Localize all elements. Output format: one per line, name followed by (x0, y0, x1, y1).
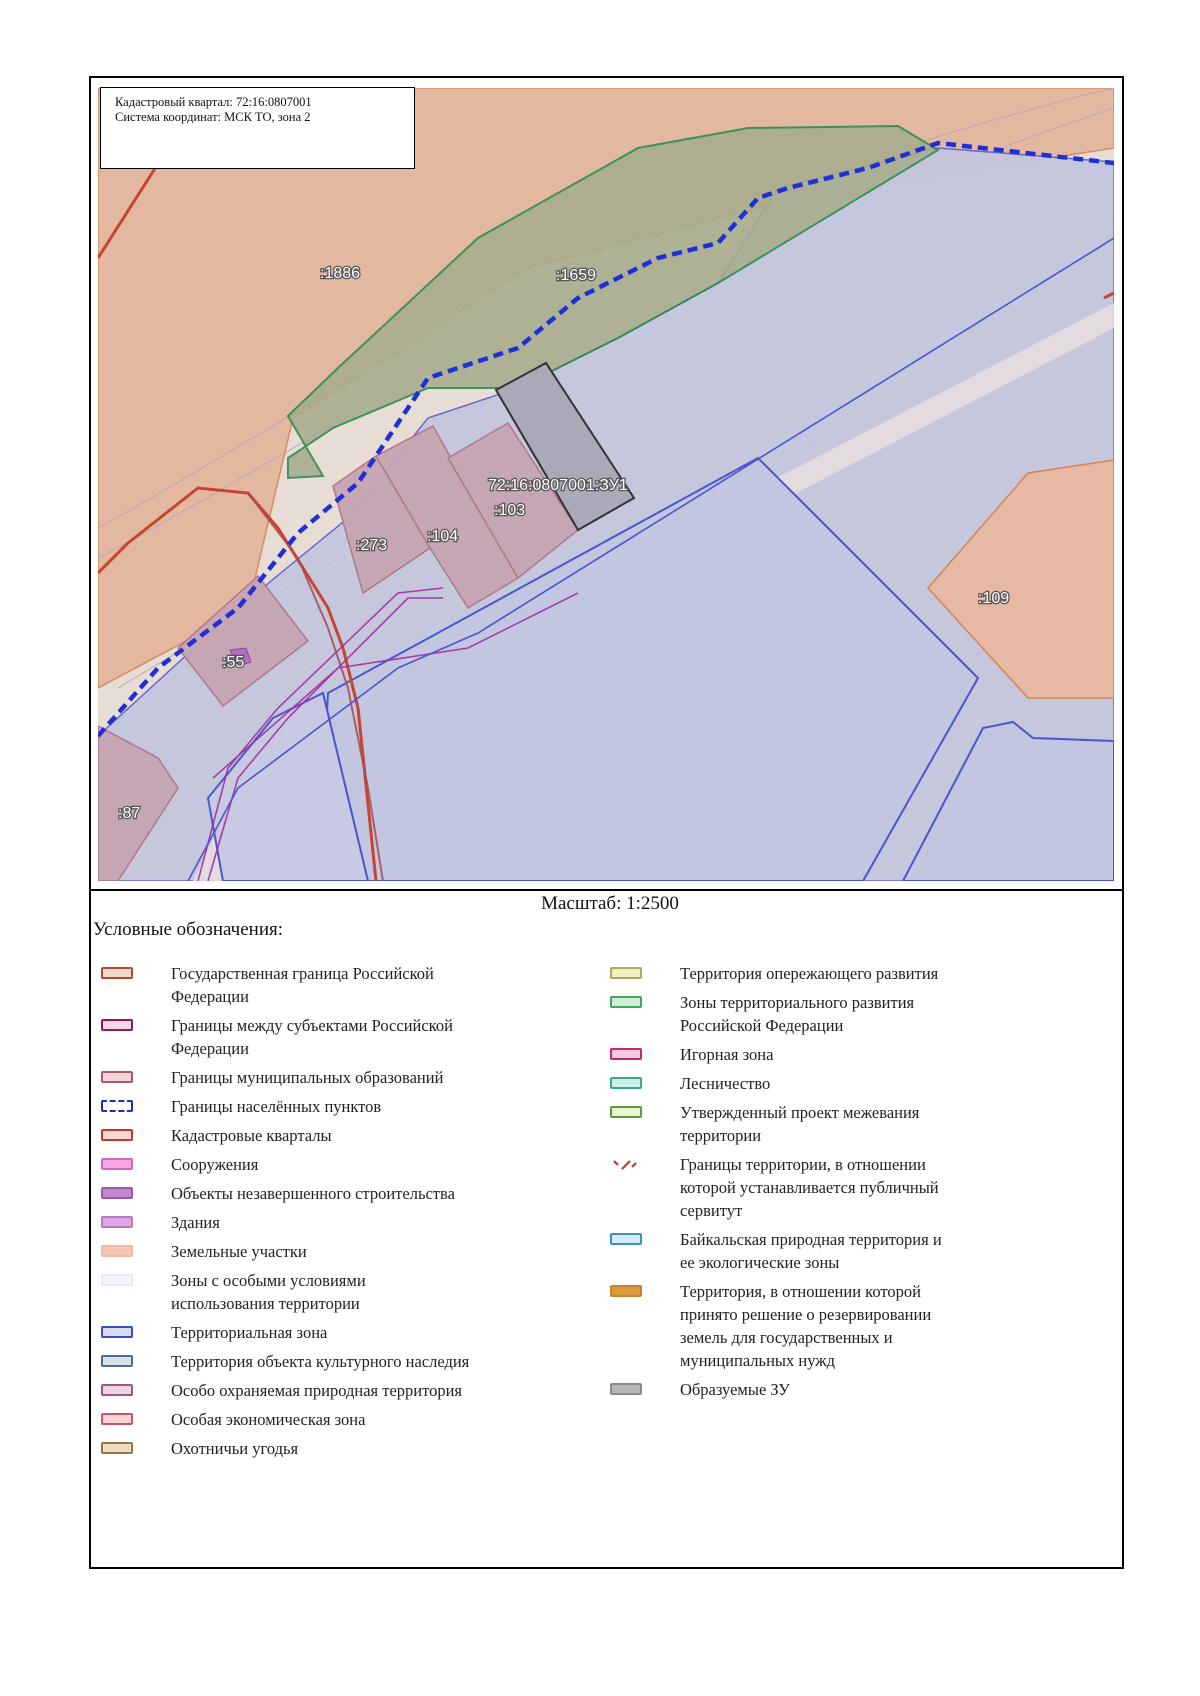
cadastral-quarter-text: Кадастровый квартал: 72:16:0807001 (115, 95, 312, 109)
legend-swatch-icon (610, 1383, 642, 1395)
legend-swatch-icon (101, 1245, 133, 1257)
legend-item (101, 1350, 561, 1373)
legend-swatch-icon (610, 996, 642, 1008)
legend-item (610, 1043, 1070, 1066)
map-label-55: :55 (222, 654, 245, 671)
legend-label: Земельные участки (171, 1242, 307, 1261)
legend-swatch-icon (610, 1077, 642, 1089)
legend-item (610, 1101, 1070, 1147)
legend-label: Зоны территориального развития Российской Федерации (680, 993, 915, 1035)
legend-label: Сооружения (171, 1155, 259, 1174)
legend-item (610, 1072, 1070, 1095)
legend-swatch-icon (610, 967, 642, 979)
legend-item (101, 1095, 561, 1118)
legend-item (101, 1182, 561, 1205)
legend-label: Территория опережающего развития (680, 964, 939, 983)
legend-swatch-icon (610, 1158, 642, 1170)
legend-item (610, 962, 1070, 985)
legend-label: Территориальная зона (171, 1323, 328, 1342)
map-label-109: :109 (978, 590, 1010, 607)
legend-title: Условные обозначения: (93, 919, 284, 940)
legend-swatch-icon (610, 1048, 642, 1060)
legend-item (101, 1153, 561, 1176)
legend-item (101, 1408, 561, 1431)
legend-left-column (101, 962, 561, 1466)
legend-item (101, 1269, 561, 1315)
legend-label: Особо охраняемая природная территория (171, 1381, 463, 1400)
legend-swatch-icon (101, 1326, 133, 1338)
cadastral-map[interactable] (98, 88, 1114, 881)
legend-swatch-icon (101, 1442, 133, 1454)
legend-label: Границы населённых пунктов (171, 1097, 382, 1116)
legend-item (610, 991, 1070, 1037)
legend-label: Здания (171, 1213, 220, 1232)
legend-swatch-icon (101, 1216, 133, 1228)
legend-item (610, 1153, 1070, 1222)
legend-swatch-icon (101, 1100, 133, 1112)
scale-text: Масштаб: 1:2500 (541, 893, 679, 914)
map-label-zu1: 72:16:0807001:ЗУ1 (488, 477, 628, 494)
legend-item (101, 1437, 561, 1460)
legend-swatch-icon (101, 1071, 133, 1083)
legend-label: Государственная граница Российской Федерации (171, 964, 434, 1006)
legend-right-column (610, 962, 1070, 1407)
legend-label: Кадастровые кварталы (171, 1126, 332, 1145)
legend-label: Границы между субъектами Российской Федерации (171, 1016, 453, 1058)
legend-item (101, 962, 561, 1008)
legend-swatch-icon (101, 967, 133, 979)
legend-item (101, 1379, 561, 1402)
legend-item (101, 1240, 561, 1263)
legend-item (101, 1124, 561, 1147)
legend-swatch-icon (101, 1187, 133, 1199)
legend-swatch-icon (101, 1019, 133, 1031)
legend-swatch-icon (610, 1106, 642, 1118)
legend-swatch-icon (101, 1158, 133, 1170)
legend-label: Лесничество (680, 1074, 771, 1093)
legend-item (610, 1228, 1070, 1274)
map-divider (89, 889, 1124, 891)
legend-label: Образуемые ЗУ (680, 1380, 790, 1399)
legend-label: Объекты незавершенного строительства (171, 1184, 455, 1203)
legend-label: Территория, в отношении которой принято решение о резервировании земель для государственных и муниципальных нужд (680, 1282, 932, 1370)
map-label-273: :273 (356, 537, 388, 554)
map-label-104: :104 (427, 528, 459, 545)
legend-label: Территория объекта культурного наследия (171, 1352, 470, 1371)
map-label-103: :103 (494, 502, 526, 519)
map-label-1886: :1886 (320, 265, 361, 282)
legend-label: Границы территории, в отношении которой устанавливается публичный сервитут (680, 1155, 939, 1220)
legend-item (101, 1014, 561, 1060)
legend-swatch-icon (610, 1285, 642, 1297)
legend-label: Границы муниципальных образований (171, 1068, 444, 1087)
map-label-87: :87 (118, 805, 141, 822)
legend-swatch-icon (101, 1129, 133, 1141)
legend-swatch-icon (101, 1384, 133, 1396)
legend-label: Особая экономическая зона (171, 1410, 366, 1429)
legend-label: Зоны с особыми условиями использования территории (171, 1271, 366, 1313)
legend-label: Игорная зона (680, 1045, 774, 1064)
legend-swatch-icon (101, 1413, 133, 1425)
legend-item (101, 1321, 561, 1344)
legend-label: Утвержденный проект межевания территории (680, 1103, 920, 1145)
legend-swatch-icon (101, 1274, 133, 1286)
legend-swatch-icon (101, 1355, 133, 1367)
legend-item (610, 1280, 1070, 1372)
legend-item (610, 1378, 1070, 1401)
coordinate-system-text: Система координат: МСК ТО, зона 2 (115, 110, 311, 124)
info-box (100, 87, 415, 169)
map-label-1659: :1659 (556, 267, 597, 284)
legend-label: Охотничьи угодья (171, 1439, 299, 1458)
legend-item (101, 1066, 561, 1089)
legend-label: Байкальская природная территория и ее экологические зоны (680, 1230, 942, 1272)
legend-swatch-icon (610, 1233, 642, 1245)
legend-item (101, 1211, 561, 1234)
